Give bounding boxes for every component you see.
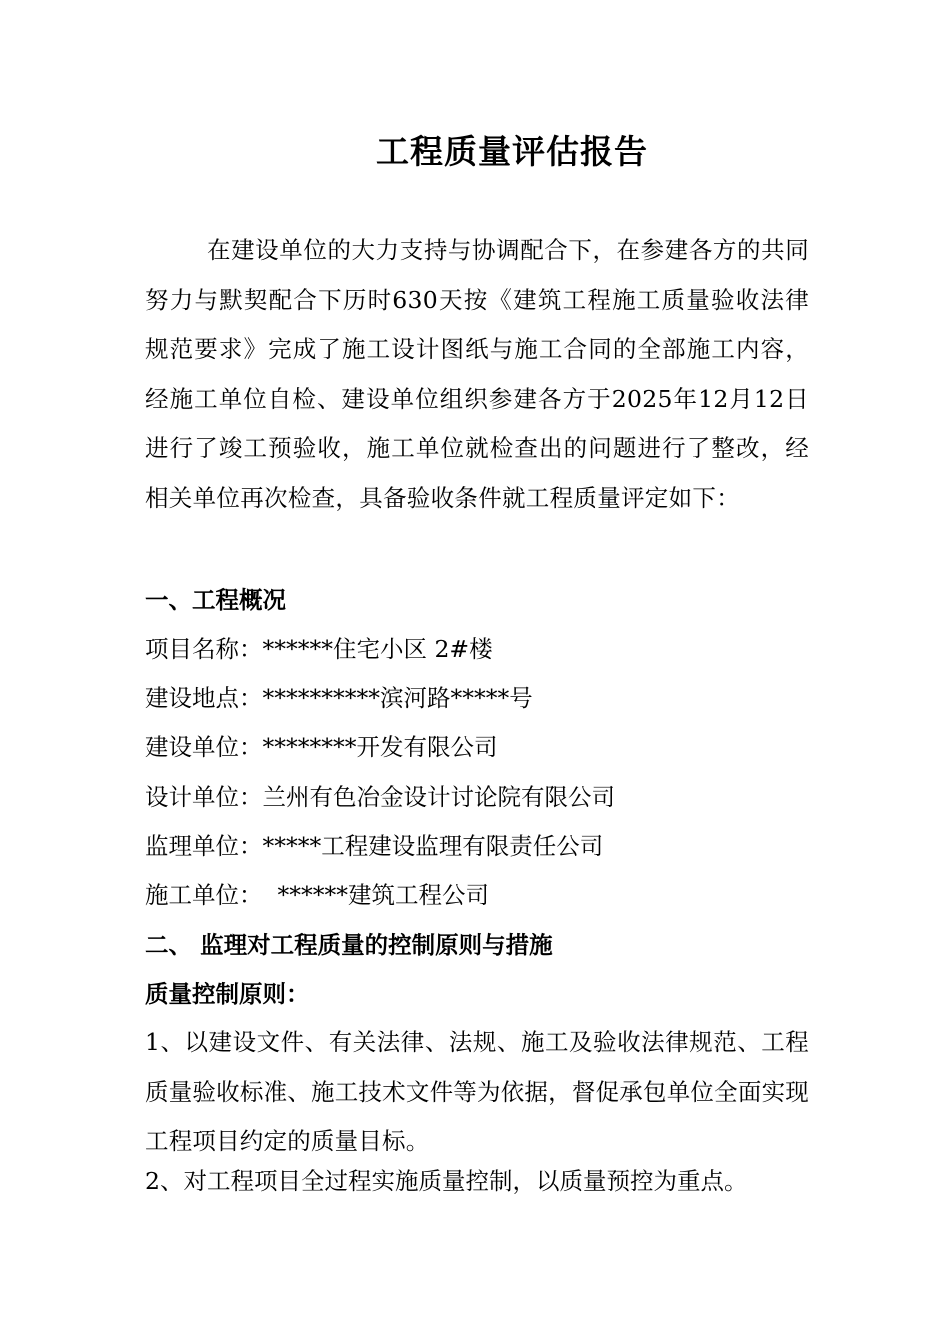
intro-paragraph: 在建设单位的大力支持与协调配合下，在参建各方的共同努力与默契配合下历时630天按《建筑工程施工质量验收法律规范要求》完成了施工设计图纸与施工合同的全部施工内容，经施工单位自检、建设单位组织参建各方于2025年12月12日进行了竣工预验收，施工单位就检查出的问题进行了整改，经相关单位再次检查，具备验收条件就工程质量评定如下： [145, 236, 809, 512]
designer-line: 设计单位：兰州有色冶金设计讨论院有限公司 [145, 783, 615, 811]
section1-heading: 一、工程概况 [145, 586, 286, 614]
principles-heading: 质量控制原则： [145, 980, 310, 1008]
developer-line: 建设单位：********开发有限公司 [145, 733, 498, 761]
project-name-line: 项目名称：******住宅小区 2#楼 [145, 635, 493, 663]
supervisor-line: 监理单位：*****工程建设监理有限责任公司 [145, 832, 604, 860]
principle-2: 2、对工程项目全过程实施质量控制，以质量预控为重点。 [145, 1167, 748, 1195]
contractor-line: 施工单位： ******建筑工程公司 [145, 881, 489, 909]
location-line: 建设地点：**********滨河路*****号 [145, 684, 533, 712]
principle-1: 1、以建设文件、有关法律、法规、施工及验收法律规范、工程质量验收标准、施工技术文件等为依据，督促承包单位全面实现工程项目约定的质量目标。 [145, 1028, 809, 1156]
document-title: 工程质量评估报告 [376, 132, 648, 171]
section2-heading: 二、 监理对工程质量的控制原则与措施 [145, 931, 553, 959]
